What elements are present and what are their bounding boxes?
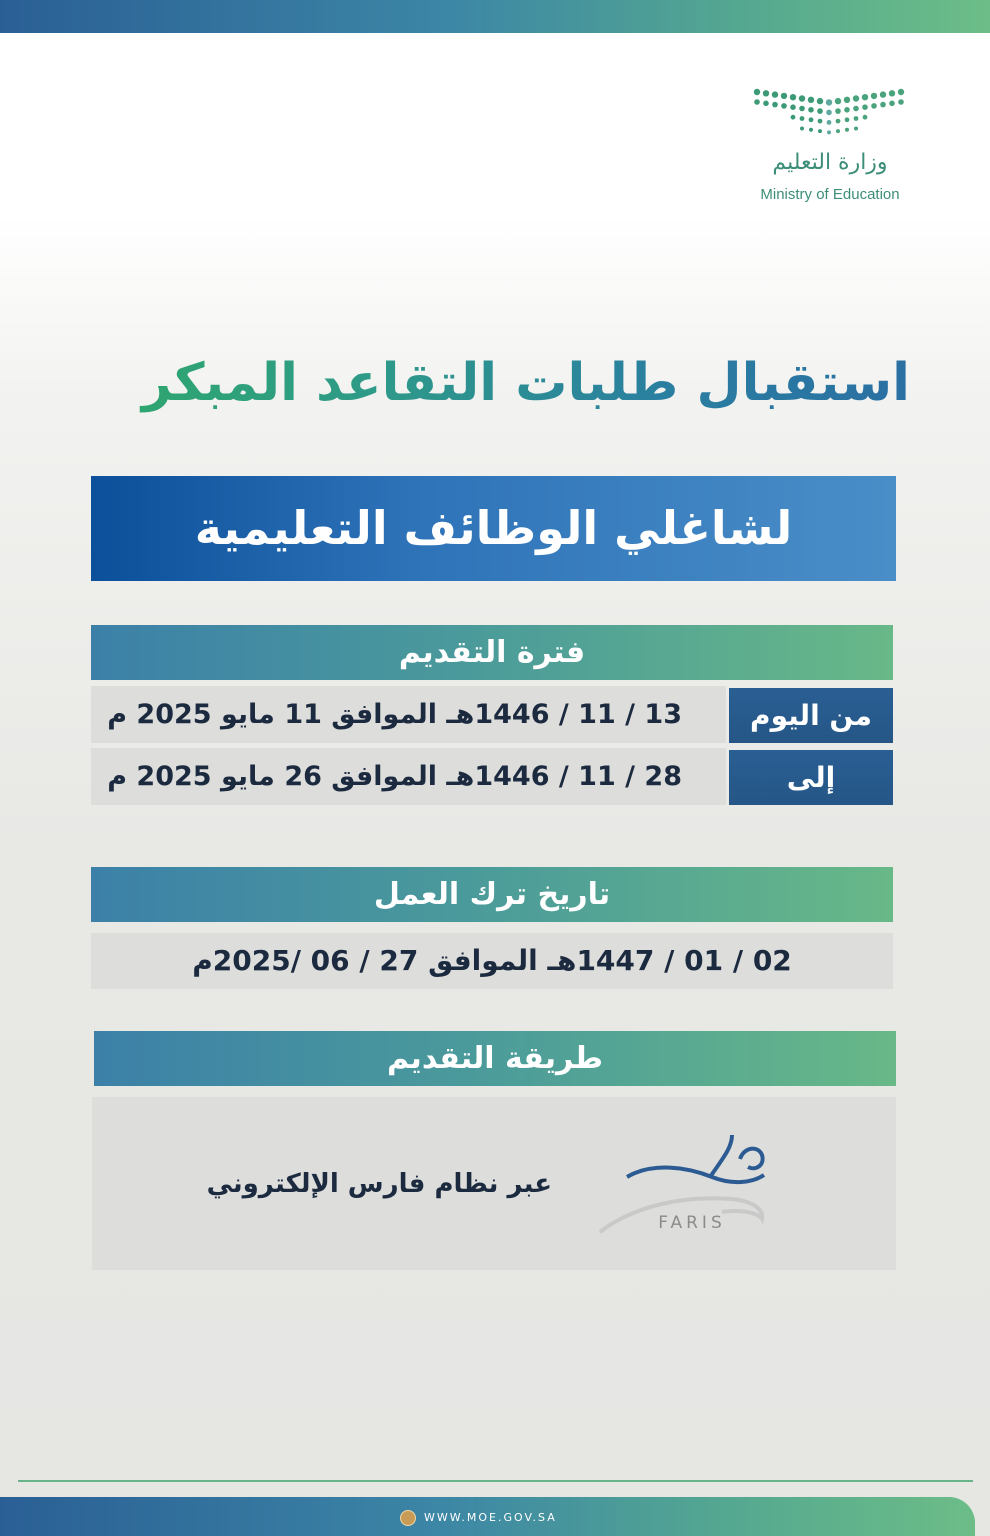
period-from-label: من اليوم: [729, 688, 893, 743]
footer-website[interactable]: [400, 1507, 557, 1529]
period-header: فترة التقديم: [91, 625, 893, 680]
faris-logo-icon: [592, 1117, 782, 1257]
ministry-name-arabic: وزارة التعليم: [772, 150, 888, 175]
subtitle-banner: لشاغلي الوظائف التعليمية: [91, 476, 896, 581]
method-panel: [92, 1097, 896, 1270]
footer-divider: [18, 1480, 973, 1482]
page-title: استقبال طلبات التقاعد المبكر: [80, 348, 910, 418]
leave-date-value: 02 / 01 / 1447هـ الموافق 27 / 06 /2025م: [91, 933, 893, 989]
faris-logo-label: FARIS: [658, 1213, 726, 1233]
leave-date-header: تاريخ ترك العمل: [91, 867, 893, 922]
period-to-value: 28 / 11 / 1446هـ الموافق 26 مايو 2025 م: [91, 748, 726, 805]
globe-icon: [400, 1510, 416, 1526]
period-row-to: [91, 748, 893, 805]
period-row-from: [91, 686, 893, 743]
period-from-value: 13 / 11 / 1446هـ الموافق 11 مايو 2025 م: [91, 686, 726, 743]
footer-url-text[interactable]: WWW.MOE.GOV.SA: [424, 1511, 557, 1524]
method-text: عبر نظام فارس الإلكتروني: [206, 1169, 552, 1199]
method-header: طريقة التقديم: [94, 1031, 896, 1086]
period-to-label: إلى: [729, 750, 893, 805]
top-gradient-bar: [0, 0, 990, 33]
ministry-name-english: Ministry of Education: [760, 186, 900, 203]
